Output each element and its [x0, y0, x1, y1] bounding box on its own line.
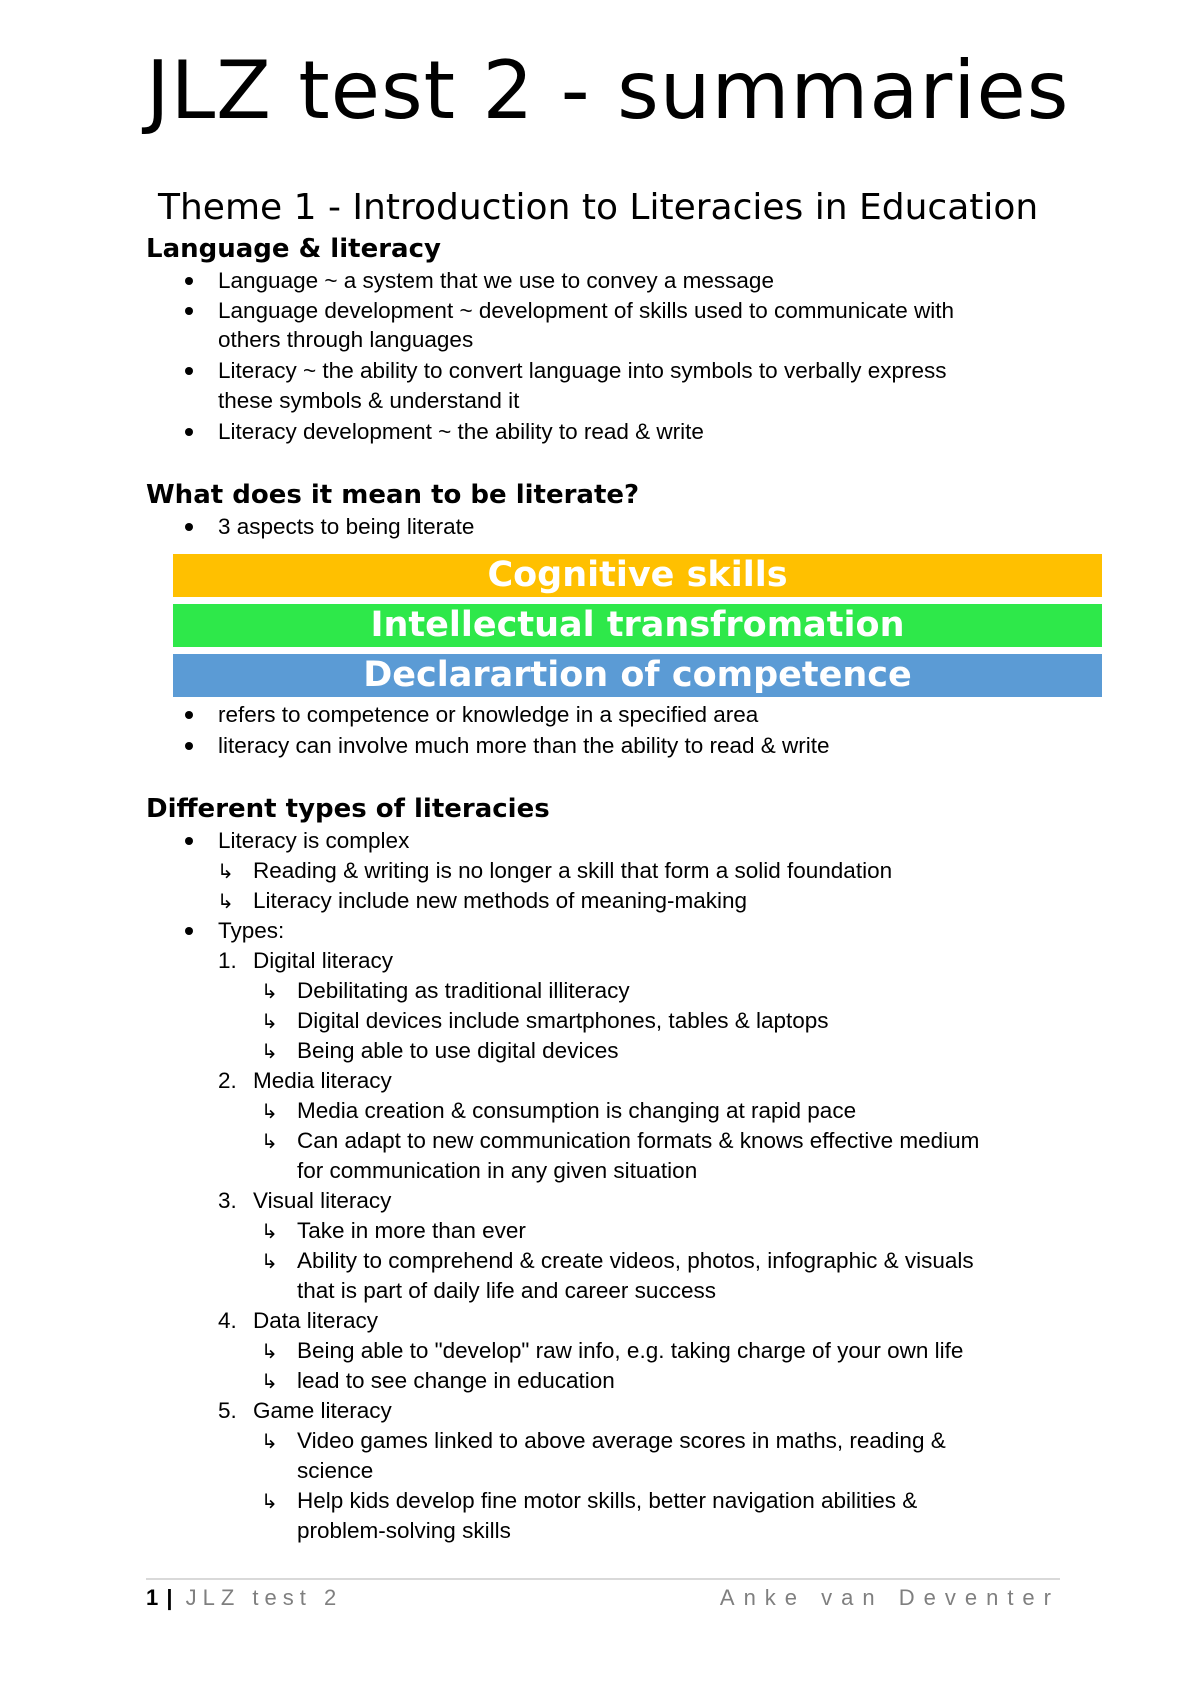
footer-doc-title: JLZ test 2	[185, 1585, 343, 1610]
footer-left	[146, 1584, 342, 1612]
footer-divider	[146, 1578, 1060, 1580]
bullet-icon	[185, 523, 193, 531]
bullet-icon	[185, 277, 193, 285]
curved-arrow-icon: ↳	[261, 1369, 278, 1393]
curved-arrow-icon: ↳	[261, 1489, 278, 1513]
bullet-icon	[185, 428, 193, 436]
aspect-bar-competence: Declarartion of competence	[173, 654, 1102, 697]
page-number: 1 |	[146, 1585, 174, 1610]
section-heading-language: Language & literacy	[146, 234, 441, 264]
curved-arrow-icon: ↳	[261, 1219, 278, 1243]
bullet-icon	[185, 742, 193, 750]
section-heading-types: Different types of literacies	[146, 794, 550, 824]
aspect-bar-intellectual: Intellectual transfromation	[173, 604, 1102, 647]
bullet-icon	[185, 927, 193, 935]
section-heading-literate: What does it mean to be literate?	[146, 480, 640, 510]
curved-arrow-icon: ↳	[261, 1039, 278, 1063]
aspect-bar-cognitive: Cognitive skills	[173, 554, 1102, 597]
page-title: JLZ test 2 - summaries	[146, 44, 1070, 137]
curved-arrow-icon: ↳	[261, 1129, 278, 1153]
curved-arrow-icon: ↳	[261, 979, 278, 1003]
bullet-icon	[185, 367, 193, 375]
curved-arrow-icon: ↳	[261, 1339, 278, 1363]
curved-arrow-icon: ↳	[261, 1429, 278, 1453]
bullet-icon	[185, 307, 193, 315]
curved-arrow-icon: ↳	[261, 1009, 278, 1033]
curved-arrow-icon: ↳	[217, 859, 234, 883]
bullet-icon	[185, 711, 193, 719]
bullet-icon	[185, 837, 193, 845]
curved-arrow-icon: ↳	[261, 1099, 278, 1123]
curved-arrow-icon: ↳	[261, 1249, 278, 1273]
theme-title: Theme 1 - Introduction to Literacies in Education	[158, 187, 1039, 228]
footer-author: Anke van Deventer	[719, 1585, 1060, 1610]
curved-arrow-icon: ↳	[217, 889, 234, 913]
